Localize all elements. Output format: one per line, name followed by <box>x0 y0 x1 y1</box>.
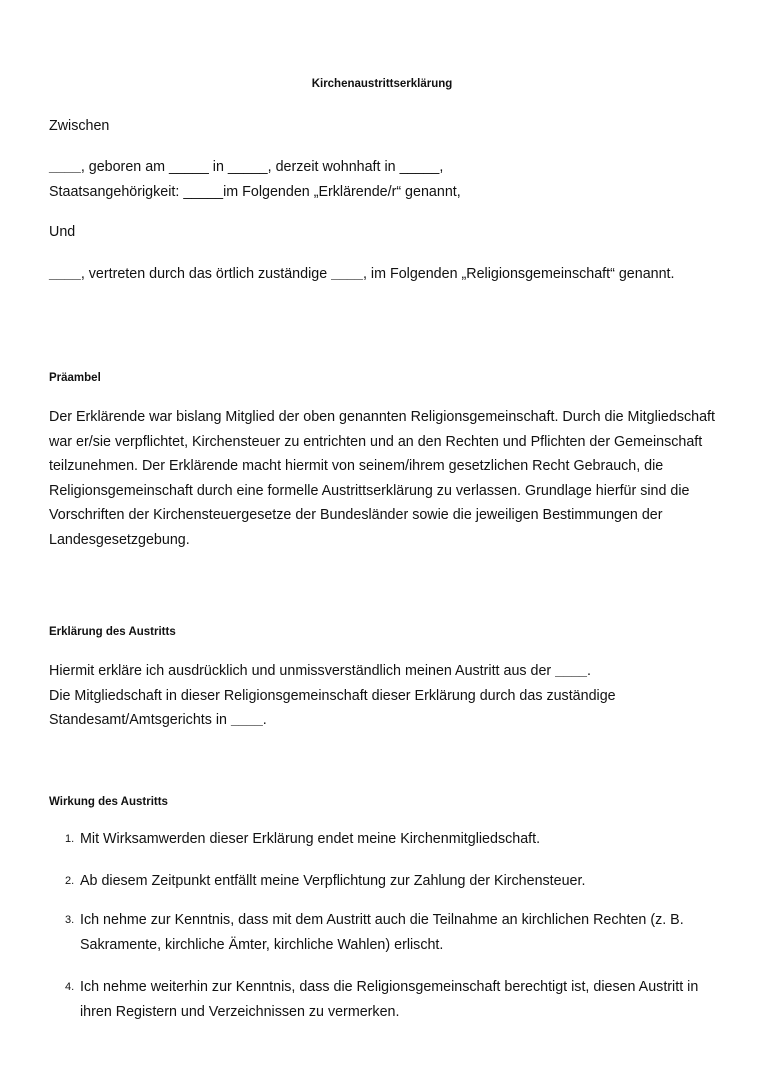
praeambel-heading: Präambel <box>49 372 101 384</box>
party1-line2: Staatsangehörigkeit: _____im Folgenden „Erklärende/r“ genannt, <box>49 183 461 200</box>
authority-blank: ____ <box>331 266 363 282</box>
nationality-blank: _____ <box>183 183 224 200</box>
birthdate-blank: _____ <box>169 159 209 175</box>
religion-community-blank: ____ <box>555 663 587 679</box>
name-blank: ____ <box>49 159 81 175</box>
erklaerung-text: Hiermit erkläre ich ausdrücklich und unmissverständlich meinen Austritt aus der ____. Die Mitgliedschaft in dieser Religionsgemeinschaft dieser Erklärung durch das zuständige Standesamt/Amtsgerichts in ____. <box>49 663 616 728</box>
wirkung-heading: Wirkung des Austritts <box>49 796 168 808</box>
list-item: 3. Ich nehme zur Kenntnis, dass mit dem Austritt auch die Teilnahme an kirchlichen Rechten (z. B. Sakramente, kirchliche Ämter, kirchliche Wahlen) erlischt. <box>65 912 684 953</box>
document-title: Kirchenaustrittserklärung <box>311 78 453 90</box>
address-blank: _____ <box>399 159 440 175</box>
birthplace-blank: _____ <box>227 159 268 175</box>
list-item: 2. Ab diesem Zeitpunkt entfällt meine Verpflichtung zur Zahlung der Kirchensteuer. <box>65 873 586 889</box>
erklaerung-heading: Erklärung des Austritts <box>49 626 176 638</box>
party2-paragraph: ____, vertreten durch das örtlich zuständige ____, im Folgenden „Religionsgemeinschaft“ genannt. <box>49 266 675 282</box>
registry-location-blank: ____ <box>230 712 263 728</box>
party1-line1: ____, geboren am _____ in _____, derzeit wohnhaft in _____, <box>49 159 444 175</box>
praeambel-text: Der Erklärende war bislang Mitglied der oben genannten Religionsgemeinschaft. Durch die Mitgliedschaft war er/sie verpflichtet, Kirchensteuer zu entrichten und an den Rechten und Pflichten der Gemeinschaft teilzunehmen. Der Erklärende macht hiermit von seinem/ihrem gesetzlichen Recht Gebrauch, die Religionsgemeinschaft durch eine formelle Austrittserklärung zu verlassen. Grundlage hierfür sind die Vorschriften der Kirchensteuergesetze der Bundesländer sowie die jeweiligen Bestimmungen der Landesgesetzgebung. <box>49 409 715 548</box>
zwischen-label: Zwischen <box>49 118 110 134</box>
list-item: 1. Mit Wirksamwerden dieser Erklärung endet meine Kirchenmitgliedschaft. <box>65 831 541 847</box>
und-label: Und <box>49 224 76 240</box>
religion-blank: ____ <box>49 266 81 282</box>
list-item: 4. Ich nehme weiterhin zur Kenntnis, dass die Religionsgemeinschaft berechtigt ist, diesen Austritt in ihren Registern und Verzeichnissen zu vermerken. <box>65 979 699 1020</box>
